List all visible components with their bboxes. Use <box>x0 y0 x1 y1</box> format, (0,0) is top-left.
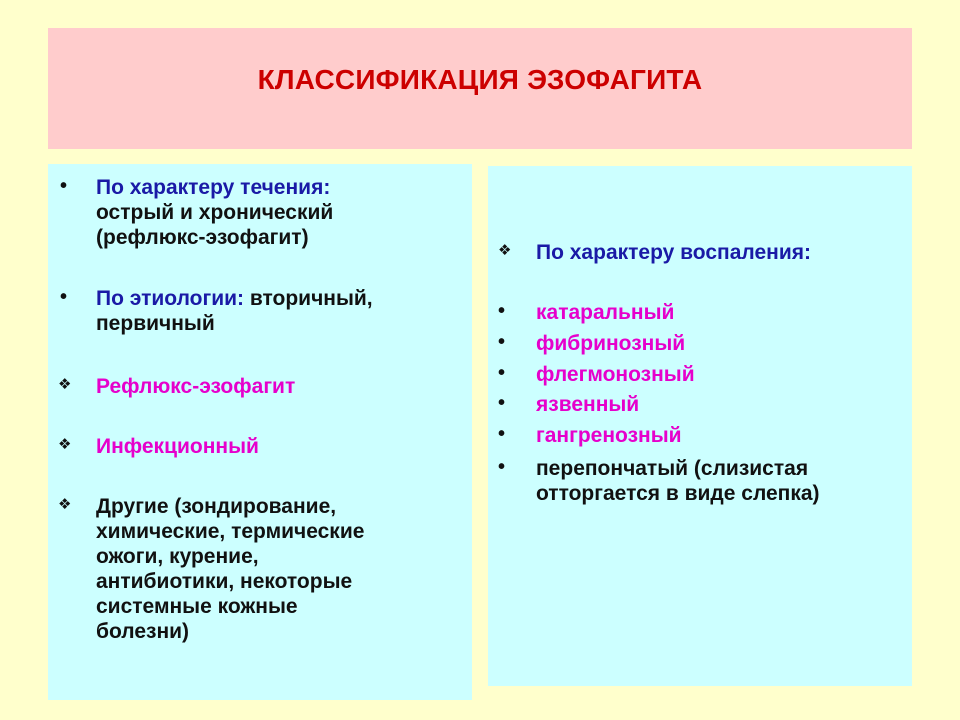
other-item <box>96 494 364 644</box>
course-line3: (рефлюкс-эзофагит) <box>96 226 309 249</box>
title-box <box>48 28 912 149</box>
other-line4: антибиотики, некоторые <box>96 570 353 593</box>
dot-bullet-icon: • <box>498 423 506 445</box>
membranous-item <box>536 456 820 506</box>
list-item: язвенный <box>536 393 640 416</box>
dot-bullet-icon: • <box>498 300 506 322</box>
diamond-bullet-icon: ❖ <box>58 436 72 453</box>
course-item <box>96 175 333 250</box>
dot-bullet-icon: • <box>60 175 68 197</box>
inflammation-heading: По характеру воспаления: <box>536 241 811 264</box>
other-line1: Другие (зондирование, <box>96 495 337 518</box>
list-item: катаральный <box>536 301 675 324</box>
dot-bullet-icon: • <box>498 456 506 478</box>
infectious-item: Инфекционный <box>96 435 259 458</box>
dot-bullet-icon: • <box>498 392 506 414</box>
list-item: фибринозный <box>536 332 686 355</box>
right-panel <box>488 166 912 686</box>
list-item: гангренозный <box>536 424 682 447</box>
etiology-value: вторичный, <box>244 287 373 310</box>
dot-bullet-icon: • <box>498 362 506 384</box>
etiology-line2: первичный <box>96 312 215 335</box>
reflux-item: Рефлюкс-эзофагит <box>96 375 296 398</box>
diamond-bullet-icon: ❖ <box>58 496 72 513</box>
other-line5: системные кожные <box>96 595 298 618</box>
course-label: По характеру течения: <box>96 176 331 199</box>
other-line6: болезни) <box>96 620 190 643</box>
list-item: флегмонозный <box>536 363 695 386</box>
etiology-item <box>96 286 373 336</box>
other-line3: ожоги, курение, <box>96 545 259 568</box>
dot-bullet-icon: • <box>498 331 506 353</box>
membranous-line2: отторгается в виде слепка) <box>536 482 820 505</box>
diamond-bullet-icon: ❖ <box>58 376 72 393</box>
membranous-line1: перепончатый (слизистая <box>536 457 809 480</box>
slide-title: КЛАССИФИКАЦИЯ ЭЗОФАГИТА <box>257 64 703 95</box>
other-line2: химические, термические <box>96 520 365 543</box>
dot-bullet-icon: • <box>60 286 68 308</box>
course-line2: острый и хронический <box>96 201 334 224</box>
left-panel <box>48 164 472 700</box>
etiology-label: По этиологии: <box>96 287 245 310</box>
diamond-bullet-icon: ❖ <box>498 242 512 259</box>
